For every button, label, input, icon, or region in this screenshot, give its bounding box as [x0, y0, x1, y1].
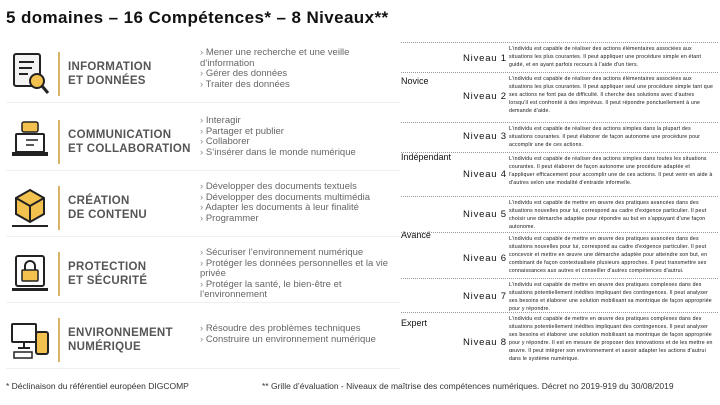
competence-item: › Traiter des données [200, 80, 400, 91]
level-label: Niveau 8 [463, 337, 507, 348]
footnote-digcomp: * Déclinaison du référentiel européen DIGCOMP [6, 381, 189, 391]
level-description: L'individu est capable de mettre en œuvre des pratiques avancées dans des situations nouvelles pour lui, correspond au cadre d'exigence particulier. Il peut choisir une démarche adaptée pour répondre au but en s'appuyant d'une façon autonome. [509, 200, 707, 230]
divider [58, 186, 60, 230]
level-row [401, 312, 718, 372]
competence-item: › Adapter les documents à leur finalité [200, 203, 370, 214]
level-label: Niveau 5 [463, 209, 507, 220]
domain-name: INFORMATION ET DONNÉES [68, 61, 152, 87]
competence-item: › Construire un environnement numérique [200, 335, 376, 346]
footnote-decret: ** Grille d’évaluation - Niveaux de maîtrise des compétences numériques. Décret no 2019-919 du 30/08/2019 [262, 381, 674, 391]
domains-panel [6, 44, 400, 369]
divider [58, 252, 60, 296]
level-description: L'individu est capable de mettre en œuvre des pratiques complexes dans des situations potentiellement inédites impliquant des contingences. Il peut analyser ses besoins et élaborer une solution mobilisant sa montrique de façon appropriée pour y répondre. Il est en mesure de proposer des innovations et de les mettre en œuvre. Il peut intégrer son environnement et savoir adapter les actions d'autrui dans le système numérique. [509, 316, 713, 362]
divider [58, 120, 60, 164]
level-row [401, 232, 718, 282]
devices-icon [8, 314, 52, 364]
competence-item: › Gérer des données [200, 69, 400, 80]
level-description: L'individu est capable de réaliser des actions simples dans toutes les situations courantes. Il peut élaborer de façon autonome une procédure adaptée et l'appliquer efficacement pour accomplir une de ces actions. Il peut venir en aide à d'autres selon une modalité d'entraide informelle. [509, 156, 713, 186]
level-label: Niveau 1 [463, 53, 507, 64]
level-label: Niveau 3 [463, 131, 507, 142]
level-row [401, 122, 718, 152]
page-title: 5 domaines – 16 Compétences* – 8 Niveaux** [6, 8, 389, 27]
level-label: Niveau 7 [463, 291, 507, 302]
lock-screen-icon [8, 248, 52, 298]
competence-item: › Partager et publier [200, 127, 356, 138]
category-expert: Expert [401, 318, 428, 328]
cube-create-icon [8, 182, 52, 232]
domain-information [6, 44, 400, 103]
divider [58, 318, 60, 362]
competence-item: › Protéger la santé, le bien-être et l’environnement [200, 280, 400, 301]
document-search-icon [8, 48, 52, 98]
domain-name: ENVIRONNEMENT NUMÉRIQUE [68, 327, 173, 353]
category-avance: Avancé [401, 230, 431, 240]
competence-item: › Sécuriser l’environnement numérique [200, 248, 400, 259]
competence-item: › Développer des documents textuels [200, 182, 370, 193]
domain-protection [6, 244, 400, 303]
competence-item: › Protéger les données personnelles et la vie privée [200, 259, 400, 280]
competence-item: › Résoudre des problèmes techniques [200, 324, 376, 335]
level-label: Niveau 4 [463, 169, 507, 180]
level-row [401, 42, 718, 72]
level-row [401, 278, 718, 314]
level-description: L'individu est capable de mettre en œuvre des pratiques avancées dans des situations nouvelles pour lui, correspond au cadre d'exigence particulier. Il peut concevoir et mettre en œuvre une démarche adaptée pour atteindre son but, en combinant de façon contextualisée plusieurs approches. Il peut transmettre ses connaissances aux autres et conseiller d'autres compétences d'autrui. [509, 236, 708, 274]
level-row [401, 152, 718, 196]
domain-creation [6, 178, 400, 237]
competence-list [200, 48, 400, 90]
level-row [401, 196, 718, 232]
category-novice: Novice [401, 76, 429, 86]
competence-item: › Programmer [200, 214, 370, 225]
level-row [401, 72, 718, 118]
level-label: Niveau 6 [463, 253, 507, 264]
divider [58, 52, 60, 96]
domain-environnement [6, 310, 400, 369]
category-independant: Indépendant [401, 152, 452, 162]
competence-item: › Développer des documents multimédia [200, 193, 370, 204]
domain-name: CRÉATION DE CONTENU [68, 195, 148, 221]
competence-item: › Collaborer [200, 137, 356, 148]
competence-item: › Interagir [200, 116, 356, 127]
domain-communication [6, 112, 400, 171]
level-description: L'individu est capable de réaliser des actions élémentaires associées aux situations les plus courantes. Il peut appliquer une procédure simple en étant guidé, et en ayant parfois recours à l'aide d'un tiers. [509, 46, 702, 68]
level-description: L'individu est capable de réaliser des actions élémentaires associées aux situations les plus courantes. Il peut appliquer seul une procédure simple tant que ses actions ne font pas de difficulté. Il cherche des solutions avec d'autres lorsqu'il est confronté à des imprévus. Il peut répondre ponctuellement à une demande d'aide. [509, 76, 714, 114]
competence-list [200, 248, 400, 301]
competence-list [200, 324, 376, 345]
domain-name: PROTECTION ET SÉCURITÉ [68, 261, 148, 287]
level-description: L'individu est capable de réaliser des actions simples dans la plupart des situations courantes. Il peut élaborer de façon autonome une procédure pour accomplir une de ces actions. [509, 126, 701, 148]
level-label: Niveau 2 [463, 91, 507, 102]
competence-item: › S’insérer dans le monde numérique [200, 148, 356, 159]
competence-list [200, 116, 356, 158]
competence-list [200, 182, 370, 224]
competence-item: › Mener une recherche et une veille d’information [200, 48, 400, 69]
domain-name: COMMUNICATION ET COLLABORATION [68, 129, 191, 155]
level-description: L'individu est capable de mettre en œuvre des pratiques complexes dans des situations potentiellement inédites impliquant des contingences. Il peut analyser ses besoins et élaborer une solution mobilisant sa montrique de façon appropriée pour y répondre. [509, 282, 712, 312]
laptop-chat-icon [8, 116, 52, 166]
